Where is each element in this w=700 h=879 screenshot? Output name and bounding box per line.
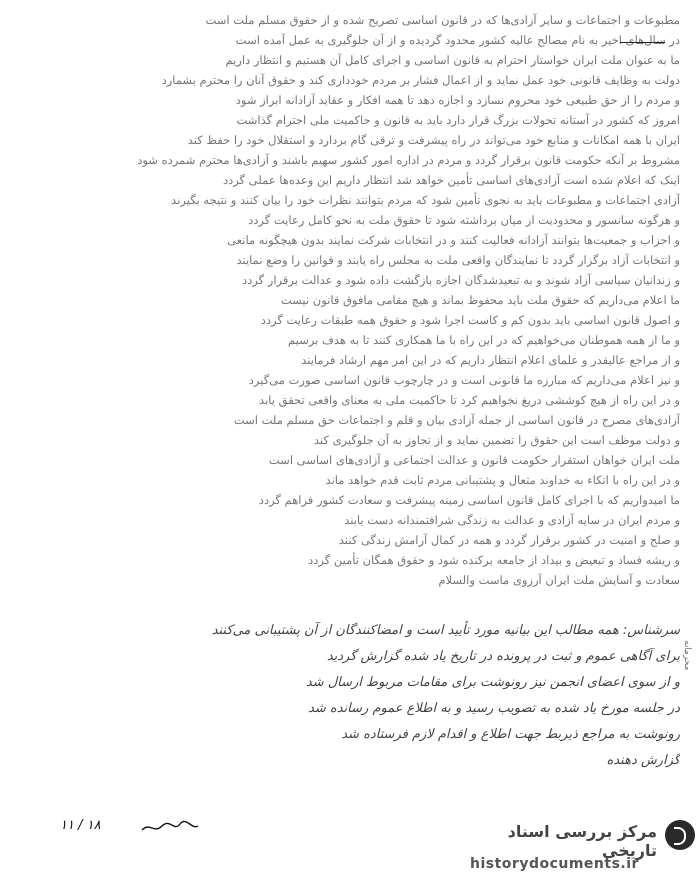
typed-line: دولت به وظایف قانونی خود عمل نماید و از اعمال فشار بر مردم خودداری کند و حقوق آنان را محترم بشمارد xyxy=(161,73,680,87)
typed-line: مطبوعات و اجتماعات و سایر آزادی‌ها که در قانون اساسی تصریح شده و از حقوق مسلم ملت است xyxy=(205,13,680,27)
typed-line: مشروط بر آنکه حکومت قانون برقرار گردد و مردم در اداره امور کشور سهیم باشند و آزادی‌ها محترم شمرده شود xyxy=(137,153,680,167)
typed-line: امروز که کشور در آستانه تحولات بزرگ قرار دارد باید به قانون و حاکمیت ملی احترام گذاشت xyxy=(236,113,680,127)
signature-scribble xyxy=(140,820,200,834)
handwritten-line: سرشناس: همه مطالب این بیانیه مورد تأیید است و امضاکنندگان از آن پشتیبانی می‌کنند xyxy=(211,623,680,638)
typed-line: و در این راه از هیچ کوششی دریغ نخواهیم کرد تا حاکمیت ملی به معنای واقعی تحقق یابد xyxy=(259,393,680,407)
typed-line: و ریشه فساد و تبعیض و بیداد از جامعه برکنده شود و حقوق همگان تأمین گردد xyxy=(308,553,680,567)
typed-line: ایران با همه امکانات و منابع خود می‌تواند در راه پیشرفت و ترقی گام بردارد و استقلال خود را حفظ کند xyxy=(187,133,680,147)
typed-line: و صلح و امنیت در کشور برقرار گردد و همه در کمال آرامش زندگی کنند xyxy=(338,533,680,547)
typed-line: و ما از همه هموطنان می‌خواهیم که در این راه با ما همکاری کنند تا به هدف برسیم xyxy=(288,333,680,347)
typed-line: آزادی اجتماعات و مطبوعات باید به نحوی تأمین شود که مردم بتوانند نظرات خود را بیان کنند و نتیجه بگیرند xyxy=(171,193,680,207)
typed-line: و مردم را از حق طبیعی خود محروم نسازد و اجازه دهد تا همه افکار و عقاید آزادانه ابراز شود xyxy=(235,93,680,107)
archive-center-name: مرکز بررسی اسناد تاریخی xyxy=(507,822,657,860)
typed-line: در سال‌های اخیر به نام مصالح عالیه کشور محدود گردیده و از آن جلوگیری به عمل آمده است xyxy=(235,33,680,47)
margin-note: محرمانه xyxy=(682,640,692,671)
typed-line: و هرگونه سانسور و محدودیت از میان برداشته شود تا حقوق ملت به نحو کامل رعایت گردد xyxy=(248,213,680,227)
typed-line: ما به عنوان ملت ایران خواستار احترام به قانون اساسی و اجرای کامل آن هستیم و انتظار داریم xyxy=(225,53,680,67)
typed-line: و مردم ایران در سایه آزادی و عدالت به زندگی شرافتمندانه دست یابند xyxy=(344,513,680,527)
typed-line: ملت ایران خواهان استقرار حکومت قانون و عدالت اجتماعی و آزادی‌های اساسی است xyxy=(268,453,680,467)
typed-line: و نیز اعلام می‌داریم که مبارزه ما قانونی است و در چارچوب قانون اساسی صورت می‌گیرد xyxy=(248,373,680,387)
typed-line: و انتخابات آزاد برگزار گردد تا نمایندگان واقعی ملت به مجلس راه یابند و قوانین را وضع نمایند xyxy=(236,253,680,267)
typed-line: و زندانیان سیاسی آزاد شوند و به تبعیدشدگان اجازه بازگشت داده شود و عدالت برقرار گردد xyxy=(242,273,680,287)
typed-line: و در این راه با اتکاء به خداوند متعال و پشتیبانی مردم ثابت قدم خواهد ماند xyxy=(325,473,680,487)
handwritten-line: و از سوی اعضای انجمن نیز رونوشت برای مقامات مربوط ارسال شد xyxy=(305,675,680,690)
typed-line: و از مراجع عالیقدر و علمای اعلام انتظار داریم که در این امر مهم ارشاد فرمایند xyxy=(301,353,680,367)
handwritten-line: رونوشت به مراجع ذیربط جهت اطلاع و اقدام لازم فرستاده شد xyxy=(341,727,680,742)
typed-line: ما امیدواریم که با اجرای کامل قانون اساسی زمینه پیشرفت و سعادت کشور فراهم گردد xyxy=(258,493,680,507)
archive-logo-icon xyxy=(665,820,695,850)
signature-date: ۱۸ / ۱۱ xyxy=(60,818,101,833)
typed-line: آزادی‌های مصرح در قانون اساسی از جمله آزادی بیان و قلم و اجتماعات حق مسلم ملت است xyxy=(233,413,680,427)
typed-line: و اصول قانون اساسی باید بدون کم و کاست اجرا شود و حقوق همه طبقات رعایت گردد xyxy=(260,313,680,327)
handwritten-line: برای آگاهی عموم و ثبت در پرونده در تاریخ یاد شده گزارش گردید xyxy=(326,649,680,664)
handwritten-annotation xyxy=(30,618,680,774)
handwritten-line: در جلسه مورخ یاد شده به تصویب رسید و به اطلاع عموم رسانده شد xyxy=(308,701,680,716)
typed-line: و احزاب و جمعیت‌ها بتوانند آزادانه فعالیت کنند و در انتخابات شرکت نمایند بدون هیچگونه مانعی xyxy=(227,233,680,247)
archive-website: historydocuments.ir xyxy=(470,856,639,872)
typed-body xyxy=(40,10,680,590)
handwritten-line: گزارش دهنده xyxy=(606,753,680,768)
typed-line: ما اعلام می‌داریم که حقوق ملت باید محفوظ بماند و هیچ مقامی مافوق قانون نیست xyxy=(280,293,680,307)
typed-line: سعادت و آسایش ملت ایران آرزوی ماست والسلام xyxy=(438,573,680,587)
typed-line: و دولت موظف است این حقوق را تضمین نماید و از تجاوز به آن جلوگیری کند xyxy=(313,433,680,447)
archive-watermark xyxy=(470,820,695,860)
typed-line: اینک که اعلام شده است آزادی‌های اساسی تأمین خواهد شد انتظار داریم این وعده‌ها عملی گردد xyxy=(222,173,680,187)
